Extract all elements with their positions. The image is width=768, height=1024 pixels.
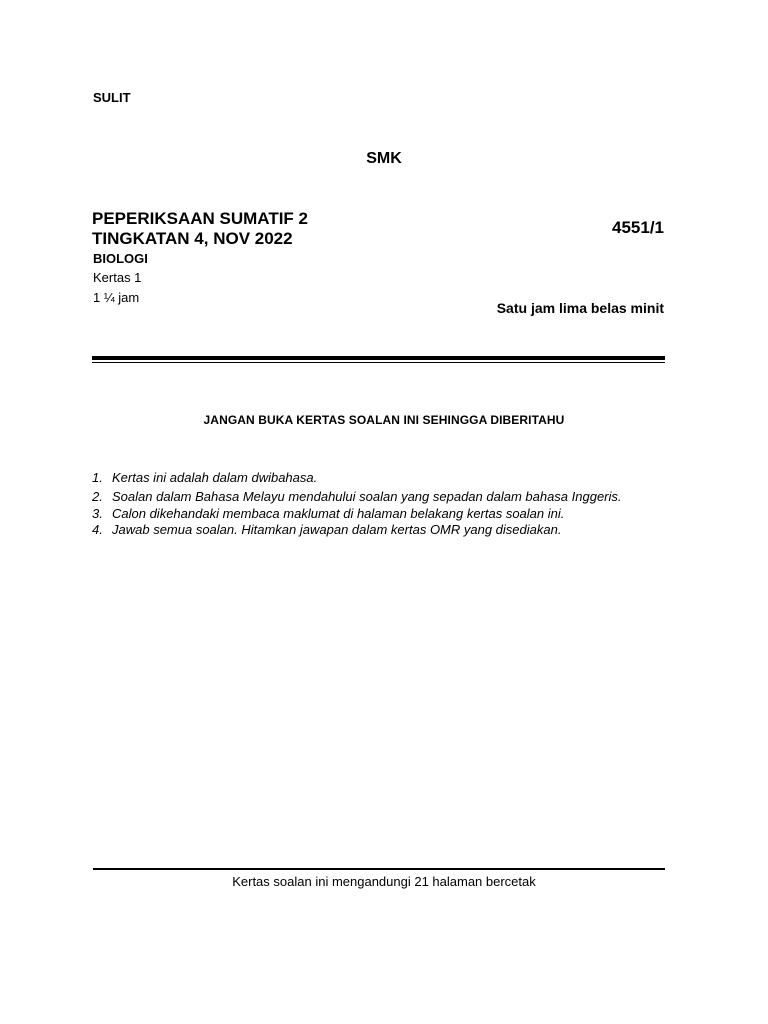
instruction-text: Kertas ini adalah dalam dwibahasa. — [112, 470, 318, 485]
instruction-item — [92, 468, 652, 487]
instruction-text: Calon dikehandaki membaca maklumat di halaman belakang kertas soalan ini. — [112, 506, 565, 521]
instruction-number: 4. — [92, 522, 103, 537]
instruction-item — [92, 522, 652, 538]
instructions-list — [92, 468, 652, 538]
header-divider-thin — [92, 362, 665, 363]
exam-title-line-1: PEPERIKSAAN SUMATIF 2 — [92, 209, 308, 228]
duration-in-words: Satu jam lima belas minit — [496, 300, 664, 316]
instruction-text: Jawab semua soalan. Hitamkan jawapan dalam kertas OMR yang disediakan. — [112, 522, 562, 537]
instruction-number: 2. — [92, 489, 103, 504]
page-count-note: Kertas soalan ini mengandungi 21 halaman bercetak — [232, 874, 536, 889]
header-divider-thick — [92, 356, 665, 360]
exam-title-line-2: TINGKATAN 4, NOV 2022 — [92, 229, 293, 248]
warning-notice: JANGAN BUKA KERTAS SOALAN INI SEHINGGA DIBERITAHU — [203, 413, 565, 427]
duration: 1 ¼ jam — [93, 290, 140, 305]
instruction-number: 3. — [92, 506, 103, 521]
instruction-item — [92, 487, 652, 506]
subject-name: BIOLOGI — [93, 251, 148, 266]
footer-divider — [93, 868, 665, 870]
instruction-item — [92, 506, 652, 522]
classification-label: SULIT — [93, 90, 131, 105]
school-name: SMK — [366, 150, 402, 167]
instruction-text: Soalan dalam Bahasa Melayu mendahului soalan yang sepadan dalam bahasa Inggeris. — [112, 489, 622, 504]
exam-title — [92, 209, 308, 249]
paper-code: 4551/1 — [612, 218, 664, 237]
instruction-number: 1. — [92, 470, 103, 485]
paper-number: Kertas 1 — [93, 270, 142, 285]
